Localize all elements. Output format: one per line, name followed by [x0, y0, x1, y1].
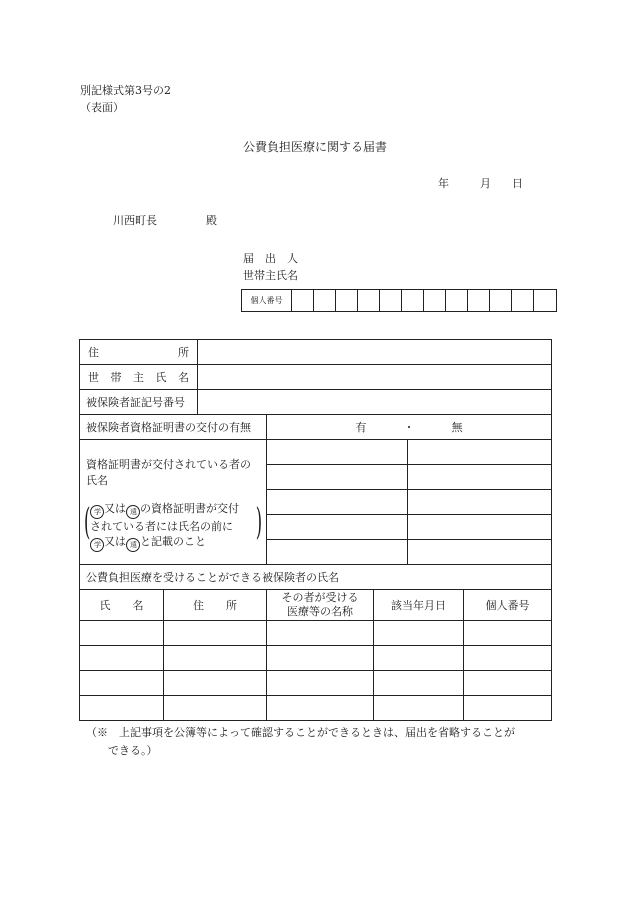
recipient-name-input[interactable] — [80, 696, 164, 721]
recipient-facility-input[interactable] — [267, 646, 374, 671]
note-line2: されている者には氏名の前に — [90, 520, 233, 533]
recipient-facility-input[interactable] — [267, 696, 374, 721]
col-header-facility-line2: 医療等の名称 — [287, 605, 353, 618]
note-bracket-right: ) — [255, 502, 262, 543]
certificate-holder-label-line1: 資格証明書が交付されている者の — [86, 458, 251, 471]
footnote-line2: できる。） — [108, 744, 158, 757]
recipient-facility-input[interactable] — [267, 671, 374, 696]
recipient-personal-number-input[interactable] — [464, 646, 552, 671]
insured-card-input[interactable] — [198, 390, 552, 415]
household-head-label: 世帯主氏名 — [243, 269, 298, 282]
presence-choice[interactable] — [267, 415, 552, 440]
recipient-date-input[interactable] — [374, 646, 464, 671]
date-year-label: 年 — [438, 177, 449, 190]
certificate-holder-input[interactable] — [408, 490, 552, 515]
certificate-holder-input[interactable] — [408, 440, 552, 465]
col-header-address: 住 所 — [164, 590, 267, 621]
address-label: 住所 — [88, 346, 189, 359]
note-line3-mid: 又は — [104, 535, 126, 548]
household-head-input[interactable] — [198, 365, 552, 390]
presence-no[interactable]: 無 — [451, 421, 463, 434]
page-title: 公費負担医療に関する届書 — [243, 140, 388, 154]
table-row — [80, 621, 552, 646]
personal-number-digit[interactable] — [336, 290, 358, 312]
recipient-name-input[interactable] — [80, 621, 164, 646]
certificate-holder-input[interactable] — [408, 465, 552, 490]
personal-number-digit[interactable] — [490, 290, 512, 312]
recipient-name-input[interactable] — [80, 671, 164, 696]
recipient-address-input[interactable] — [164, 696, 267, 721]
personal-number-digit[interactable] — [424, 290, 446, 312]
presence-yes[interactable]: 有 — [355, 421, 367, 434]
personal-number-digit[interactable] — [468, 290, 490, 312]
certificate-holder-input[interactable] — [267, 490, 408, 515]
personal-number-label: 個人番号 — [242, 290, 292, 312]
household-head-name-label: 世帯主氏名 — [88, 371, 189, 384]
col-header-date: 該当年月日 — [374, 590, 464, 621]
main-form-table — [79, 339, 552, 721]
note-line1-end: の資格証明書が交付 — [140, 502, 239, 515]
personal-number-digit[interactable] — [534, 290, 557, 312]
col-header-facility-line1: その者が受ける — [281, 591, 359, 604]
personal-number-digit[interactable] — [446, 290, 468, 312]
col-header-name: 氏 名 — [80, 590, 164, 621]
recipient-address-input[interactable] — [164, 671, 267, 696]
date-day-label: 日 — [512, 177, 523, 190]
recipient-personal-number-input[interactable] — [464, 696, 552, 721]
presence-separator: ・ — [403, 421, 415, 434]
certificate-holder-input[interactable] — [267, 440, 408, 465]
insured-card-label: 被保険者証記号番号 — [80, 390, 198, 415]
recipient-personal-number-input[interactable] — [464, 671, 552, 696]
certificate-holder-input[interactable] — [267, 515, 408, 540]
personal-number-digit[interactable] — [402, 290, 424, 312]
recipient-address-input[interactable] — [164, 646, 267, 671]
address-input[interactable] — [198, 340, 552, 365]
personal-number-digit[interactable] — [292, 290, 314, 312]
note-line1-mid: 又は — [104, 502, 126, 515]
address-label-cell — [80, 340, 198, 365]
recipient-date-input[interactable] — [374, 621, 464, 646]
certificate-issued-label: 被保険者資格証明書の交付の有無 — [80, 415, 267, 440]
recipients-header: 公費負担医療を受けることができる被保険者の氏名 — [80, 565, 552, 590]
form-number: 別記様式第3号の2 — [80, 84, 171, 97]
personal-number-digit[interactable] — [512, 290, 534, 312]
mark-en-icon: 遠 — [126, 538, 140, 552]
note-line3-end: と記載のこと — [140, 535, 206, 548]
recipient-date-input[interactable] — [374, 696, 464, 721]
personal-number-grid — [241, 289, 557, 312]
mark-en-icon: 遠 — [126, 505, 140, 519]
certificate-holder-label-cell — [80, 440, 267, 565]
side-label: （表面） — [80, 101, 124, 114]
table-row — [80, 646, 552, 671]
household-head-label-cell — [80, 365, 198, 390]
certificate-note — [84, 501, 262, 552]
recipient-personal-number-input[interactable] — [464, 621, 552, 646]
certificate-holder-input[interactable] — [408, 515, 552, 540]
notifier-label: 届 出 人 — [243, 252, 298, 265]
personal-number-digit[interactable] — [380, 290, 402, 312]
certificate-holder-input[interactable] — [267, 540, 408, 565]
personal-number-digit[interactable] — [358, 290, 380, 312]
date-month-label: 月 — [480, 177, 491, 190]
mark-gaku-icon: 学 — [90, 538, 104, 552]
mark-gaku-icon: 学 — [90, 505, 104, 519]
col-header-personal-number: 個人番号 — [464, 590, 552, 621]
addressee-honorific: 殿 — [206, 214, 217, 227]
table-row — [80, 671, 552, 696]
certificate-holder-label-line2: 氏名 — [86, 474, 108, 487]
recipient-name-input[interactable] — [80, 646, 164, 671]
note-bracket-left: ( — [84, 502, 91, 543]
recipient-date-input[interactable] — [374, 671, 464, 696]
personal-number-digit[interactable] — [314, 290, 336, 312]
certificate-holder-input[interactable] — [408, 540, 552, 565]
recipient-facility-input[interactable] — [267, 621, 374, 646]
recipient-address-input[interactable] — [164, 621, 267, 646]
certificate-holder-input[interactable] — [267, 465, 408, 490]
table-row — [80, 696, 552, 721]
addressee-name: 川西町長 — [113, 214, 157, 227]
col-header-facility — [267, 590, 374, 621]
footnote-line1: （※ 上記事項を公簿等によって確認することができるときは、届出を省略することが — [86, 726, 515, 739]
